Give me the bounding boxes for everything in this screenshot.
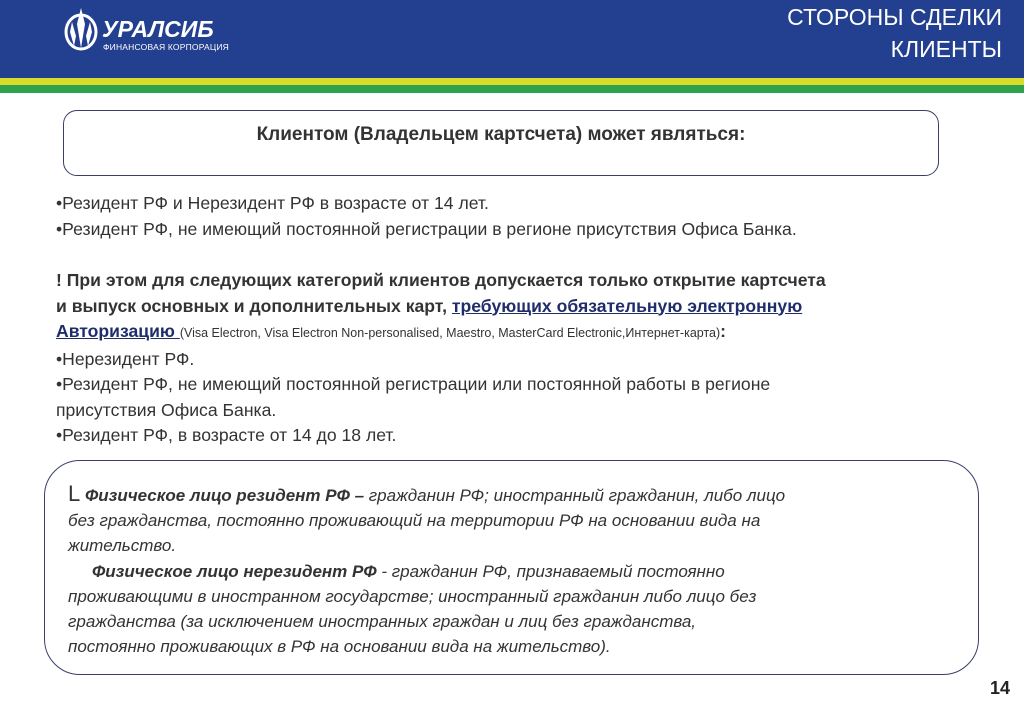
uralsib-emblem-icon: [62, 2, 102, 54]
notice-line2: [56, 294, 986, 320]
bullet-item: •Нерезидент РФ.: [56, 348, 195, 369]
notice-colon: :: [720, 321, 727, 341]
notice-line1: ! При этом для следующих категорий клиентов допускается только открытие картсчета: [56, 270, 826, 290]
header-bar: [0, 0, 1024, 78]
brand-subtitle: ФИНАНСОВАЯ КОРПОРАЦИЯ: [103, 42, 230, 52]
heading-text: Клиентом (Владельцем картсчета) может являться:: [256, 124, 746, 145]
nonresident-definition-cont: постоянно проживающих в РФ на основании вида на жительство).: [68, 637, 611, 657]
page-number: 14: [989, 678, 1010, 698]
authorization-link-part2[interactable]: Авторизацию: [56, 321, 180, 341]
slide-title-line1: СТОРОНЫ СДЕЛКИ: [787, 4, 1002, 30]
bullet-item: •Резидент РФ и Нерезидент РФ в возрасте от 14 лет.: [56, 193, 489, 213]
resident-definition: гражданин РФ; иностранный гражданин, либо лицо: [368, 486, 786, 505]
resident-term: Физическое лицо резидент РФ –: [84, 486, 369, 505]
resident-definition-cont: без гражданства, постоянно проживающий на территории РФ на основании вида на: [68, 511, 761, 531]
body-text: [56, 191, 986, 449]
notice-line2-text: и выпуск основных и дополнительных карт,: [56, 295, 452, 316]
nonresident-definition: - гражданин РФ, признаваемый постоянно: [376, 561, 725, 581]
green-stripe: [0, 85, 1024, 93]
nonresident-term: Физическое лицо нерезидент РФ: [92, 561, 377, 581]
nonresident-definition-cont: проживающими в иностранном государстве; иностранный гражданин либо лицо без: [68, 586, 757, 606]
brand-name: УРАЛСИБ: [102, 16, 214, 42]
bullet-item-continued: присутствия Офиса Банка.: [56, 399, 277, 420]
definition-marker: L: [68, 481, 81, 506]
uralsib-logo: [62, 2, 242, 56]
yellow-stripe: [0, 78, 1024, 85]
slide-title-line2: КЛИЕНТЫ: [890, 36, 1002, 62]
heading-box: [63, 110, 939, 176]
nonresident-definition-cont: гражданства (за исключением иностранных граждан и лиц без гражданства,: [68, 612, 697, 632]
definitions-text: [68, 481, 968, 659]
bullet-item: •Резидент РФ, не имеющий постоянной регистрации или постоянной работы в регионе: [56, 374, 771, 394]
notice-line3: [56, 319, 986, 347]
card-types-note: (Visa Electron, Visa Electron Non-personalised, Maestro, MasterCard Electronic,Интернет-карта): [179, 326, 721, 340]
bullet-item: •Резидент РФ, в возрасте от 14 до 18 лет.: [56, 425, 397, 445]
bullet-item: •Резидент РФ, не имеющий постоянной регистрации в регионе присутствия Офиса Банка.: [56, 218, 797, 239]
resident-definition-cont: жительство.: [68, 536, 177, 556]
authorization-link-part1[interactable]: требующих обязательную электронную: [451, 295, 803, 316]
